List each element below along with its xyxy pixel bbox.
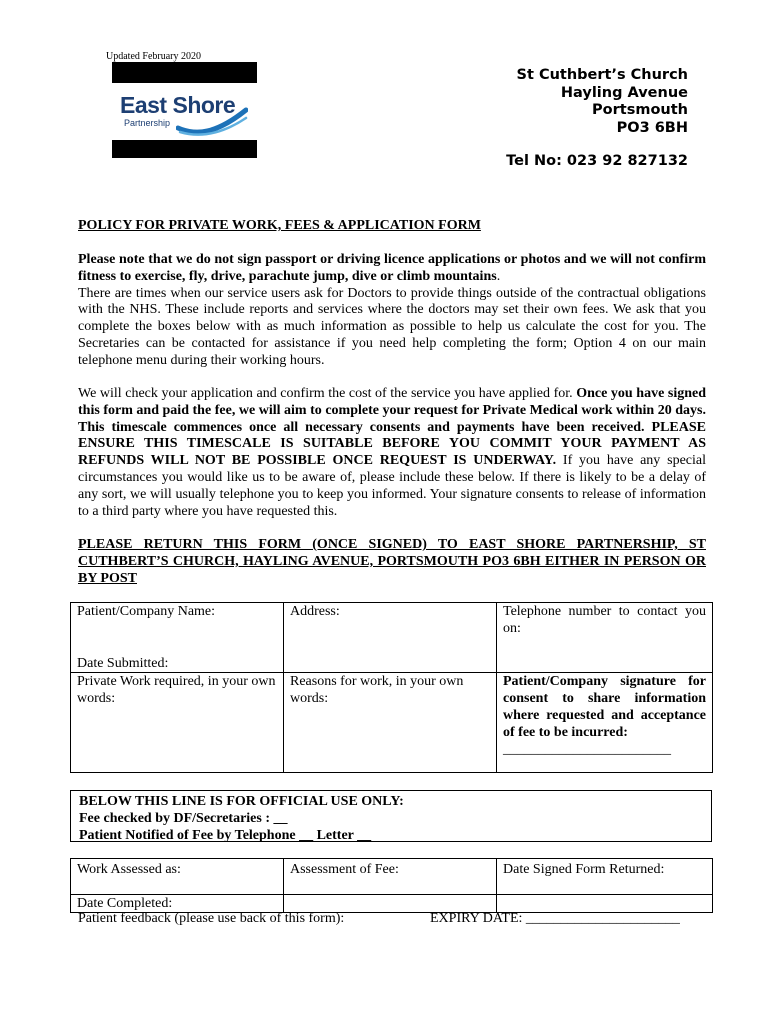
application-form xyxy=(70,602,713,773)
signature-cell[interactable] xyxy=(497,673,713,773)
patient-name-label: Patient/Company Name: xyxy=(77,604,216,619)
return-notice: PLEASE RETURN THIS FORM (ONCE SIGNED) TO EAST SHORE PARTNERSHIP, ST CUTHBERT’S CHURCH, HAYLING AVENUE, PORTSMOUTH PO3 6BH EITHER IN PERSON OR BY POST xyxy=(78,537,706,586)
work-assessed-cell[interactable] xyxy=(71,859,284,895)
address-label: Address: xyxy=(290,604,340,619)
assessment-fee-label: Assessment of Fee: xyxy=(290,862,399,877)
address-line: PO3 6BH xyxy=(616,119,688,136)
patient-name-cell[interactable] xyxy=(71,603,284,673)
address-line: St Cuthbert’s Church xyxy=(516,67,688,83)
church-address xyxy=(517,67,688,137)
timescale-bold: Once you have signed this form and paid the fee, we will aim to complete your request for Private Medical work within 20 days. This timescale commences once all necessary consents and payments have been received. PLEASE ENSURE THIS TIMESCALE IS SUITABLE BEFORE YOU COMMIT YOUR PAYMENT AS REFUNDS WILL NOT BE POSSIBLE ONCE REQUEST IS UNDERWAY. xyxy=(78,386,707,469)
logo-sub: Partnership xyxy=(124,118,171,128)
date-signed-cell[interactable] xyxy=(497,859,713,895)
notice-bold: Please note that we do not sign passport or driving licence applications or photos and we will not confirm fitness to exercise, fly, drive, parachute jump, dive or climb mountains xyxy=(78,252,706,284)
wave-icon xyxy=(176,106,248,136)
fee-notified-line: Patient Notified of Fee by Telephone __ Letter __ xyxy=(79,828,372,843)
signature-label: Patient/Company signature for consent to share information where requested and acceptance of fee to be incurred: xyxy=(503,674,706,740)
address-cell[interactable] xyxy=(284,603,497,673)
check-text: We will check your application and confirm the cost of the service you have applied for. xyxy=(78,386,577,401)
page-title: POLICY FOR PRIVATE WORK, FEES & APPLICATION FORM xyxy=(78,218,481,233)
official-use-box xyxy=(70,790,712,842)
address-line: Portsmouth xyxy=(592,102,688,118)
empty-cell[interactable] xyxy=(497,895,713,913)
reasons-label: Reasons for work, in your own words: xyxy=(290,674,464,706)
private-work-label: Private Work required, in your own words: xyxy=(77,674,276,706)
intro-text: There are times when our service users ask for Doctors to provide things outside of the contractual obligations with the NHS. These include reports and services where the doctors may set their own fees. We ask that you complete the boxes below with as much information as possible to help us calculate the cost for you. The Secretaries can be contacted for assistance if you need help completing the form; Option 4 on our main telephone menu during their working hours. xyxy=(78,285,706,368)
work-assessed-label: Work Assessed as: xyxy=(77,862,181,877)
date-completed-label: Date Completed: xyxy=(77,896,173,911)
signature-line: ________________________ xyxy=(503,742,671,757)
timescale-paragraph xyxy=(78,386,706,520)
date-signed-label: Date Signed Form Returned: xyxy=(503,862,665,877)
date-completed-cell[interactable] xyxy=(71,895,284,913)
patient-feedback-label: Patient feedback (please use back of this form): xyxy=(78,911,345,926)
assessment-table xyxy=(70,858,713,913)
date-submitted-label: Date Submitted: xyxy=(77,656,169,671)
expiry-date-label: EXPIRY DATE: ______________________ xyxy=(430,911,680,926)
circumstances-text: If you have any special circumstances you would like us to be aware of, please include these below. If there is likely to be a delay of any sort, we will usually telephone you to keep you informed. Your signature consents to release of information to a third party where you have requested this. xyxy=(78,453,706,519)
redaction-bar-bottom xyxy=(112,140,257,158)
intro-paragraph: Please note that we do not sign passport or driving licence applications or photos and we will not confirm fitness to exercise, fly, drive, parachute jump, dive or climb mountains. There are times when our service users ask for Doctors to provide things outside of the contractual obligations with the NHS. These include reports and services where the doctors may set their own fees. We ask that you complete the boxes below with as much information as possible to help us calculate the cost for you. The Secretaries can be contacted for assistance if you need help completing the form; Option 4 on our main telephone menu during their working hours. xyxy=(78,252,706,368)
telephone-cell[interactable] xyxy=(497,603,713,673)
telephone-label: Telephone number to contact you on: xyxy=(503,604,706,636)
telephone-number: Tel No: 023 92 827132 xyxy=(506,153,688,169)
private-work-cell[interactable] xyxy=(71,673,284,773)
reasons-cell[interactable] xyxy=(284,673,497,773)
empty-cell[interactable] xyxy=(284,895,497,913)
logo-name: East Shore xyxy=(120,92,236,118)
address-line: Hayling Avenue xyxy=(560,84,688,101)
fee-checked-line: Fee checked by DF/Secretaries : __ xyxy=(79,811,288,826)
assessment-fee-cell[interactable] xyxy=(284,859,497,895)
redaction-bar-top xyxy=(112,62,257,83)
updated-date: Updated February 2020 xyxy=(106,51,201,62)
east-shore-logo xyxy=(120,92,260,142)
official-heading: BELOW THIS LINE IS FOR OFFICIAL USE ONLY: xyxy=(79,794,404,809)
